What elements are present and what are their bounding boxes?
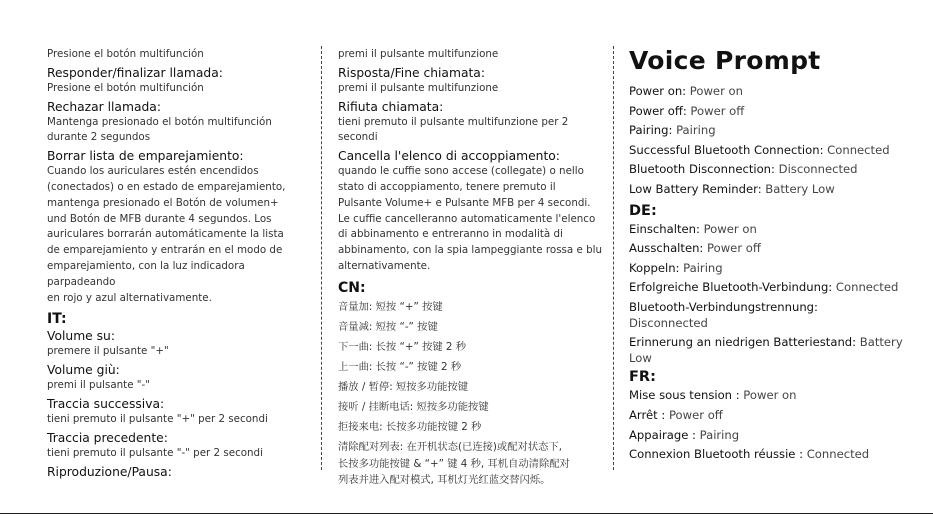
prompt-key: Erfolgreiche Bluetooth-Verbindung: [629, 280, 833, 295]
prompt-value: Connected [823, 142, 890, 157]
prompt-value: Disconnected [774, 162, 858, 177]
item-body-line: Presione el botón multifunción [47, 48, 204, 60]
prompt-value: Power on [686, 84, 743, 98]
prompt-key: Mise sous tension : [629, 388, 740, 403]
prompt-row [629, 426, 919, 446]
en-prompts [629, 82, 919, 200]
column-divider-1 [321, 46, 322, 470]
es-item [47, 148, 309, 306]
prompt-key: Erinnerung an niedrigen Batteriestand: [629, 335, 857, 350]
item-heading: Riproduzione/Pausa: [47, 464, 172, 479]
it-item [47, 362, 309, 394]
cn-line: 拒接来电: 长按多功能按键 2 秒 [338, 420, 482, 433]
fr-prompts [629, 386, 919, 464]
column-spanish-italian [47, 47, 309, 480]
prompt-key: Low Battery Reminder: [629, 181, 762, 196]
es-items [47, 65, 309, 307]
prompt-key: Successful Bluetooth Connection: [629, 142, 824, 157]
item-body-line: auriculares borrarán automáticamente la lista [47, 228, 284, 241]
cn-clear-pairing [338, 437, 603, 489]
prompt-key: Bluetooth-Verbindungstrennung: [629, 299, 818, 314]
prompt-key: Pairing: [629, 123, 673, 138]
item-heading: Traccia precedente: [47, 430, 168, 445]
item-body-line: de emparejamiento y entrarán en el modo de [47, 244, 283, 257]
prompt-row [629, 141, 919, 161]
it-item [47, 430, 309, 462]
item-body-line: tieni premuto il pulsante multifunzione per 2 secondi [338, 115, 569, 144]
cn-line: 接听 / 挂断电话: 短按多功能按键 [338, 400, 489, 413]
prompt-value: Power on [739, 388, 797, 403]
item-heading: Volume giù: [47, 363, 120, 378]
item-body-line: (conectados) o en estado de emparejamiento, [47, 180, 286, 193]
item-body-line: Le cuffie cancelleranno automaticamente l'elenco [338, 212, 596, 225]
column-voice-prompt [629, 47, 919, 465]
cn-clear-line: 清除配对列表: 在开机状态(已连接)或配对状态下, [338, 440, 562, 453]
prompt-value: Power on [699, 221, 757, 236]
item-body-line: premi il pulsante multifunzione [338, 81, 499, 94]
item-body-line: premi il pulsante "-" [47, 379, 150, 392]
prompt-key: Bluetooth Disconnection: [629, 162, 775, 177]
item-body-line: alternativamente. [338, 259, 431, 272]
prompt-value: Disconnected [629, 315, 708, 330]
prompt-value: Pairing [672, 123, 716, 138]
item-body-line: und Botón de MFB durante 4 segundos. Los [47, 212, 272, 225]
prompt-row [629, 121, 919, 141]
item-heading: Volume su: [47, 329, 115, 344]
it-item [338, 65, 603, 97]
it-item [47, 328, 309, 360]
cn-clear-line: 长按多功能按键 & “+” 键 4 秒, 耳机自动清除配对 [338, 457, 570, 470]
prompt-value: Pairing [695, 427, 740, 442]
prompt-row [629, 180, 919, 200]
prompt-value: Battery Low [629, 335, 903, 365]
cn-clear-line: 列表并进入配对模式, 耳机灯光红蓝交替闪烁。 [338, 473, 551, 486]
prompt-key: Einschalten: [629, 221, 700, 236]
item-body-line: tieni premuto il pulsante "-" per 2 secondi [47, 446, 263, 459]
item-heading: Traccia successiva: [47, 396, 165, 411]
prompt-row [629, 82, 919, 102]
page-title: Voice Prompt [629, 46, 821, 75]
it-item [338, 148, 603, 275]
prompt-row [629, 239, 919, 259]
item-body-line: tieni premuto il pulsante "+" per 2 secondi [47, 412, 268, 425]
cn-line: 音量减: 短按 “-” 按键 [338, 320, 438, 333]
item-body-line: durante 2 segundos [47, 131, 151, 144]
item-body-line: abbinamento, con la spia lampeggiante rossa e blu [338, 244, 603, 257]
prompt-row [629, 406, 919, 426]
item-body-line: mantenga presionado el Botón de volumen+ [47, 196, 279, 209]
es-play-pause-body [47, 47, 309, 63]
cn-line: 上一曲: 长按 “-” 按键 2 秒 [338, 360, 462, 373]
prompt-row [629, 278, 919, 298]
item-heading: Rifiuta chiamata: [338, 99, 444, 114]
prompt-value: Power off [686, 103, 745, 118]
prompt-row [629, 300, 919, 331]
prompt-key: Arrêt : [629, 407, 666, 422]
item-body-line: premi il pulsante multifunzione [338, 48, 499, 60]
prompt-row [629, 335, 919, 366]
prompt-value: Battery Low [761, 181, 835, 196]
prompt-key: Power off: [629, 103, 687, 118]
item-body-line: di abbinamento e entreranno in modalità di [338, 228, 563, 241]
item-heading: Responder/finalizar llamada: [47, 65, 223, 80]
item-body-line: quando le cuffie sono accese (collegate) o nello [338, 165, 584, 178]
es-item [47, 99, 309, 147]
item-body-line: stato di accoppiamento, tenere premuto il [338, 180, 556, 193]
prompt-row [629, 259, 919, 279]
prompt-row [629, 102, 919, 122]
it-call-items [338, 65, 603, 275]
item-body-line: emparejamiento, con la luz indicadora parpadeando [47, 259, 245, 288]
item-body-line: en rojo y azul alternativamente. [47, 291, 212, 304]
it-item [338, 99, 603, 147]
item-body-line: Cuando los auriculares estén encendidos [47, 165, 259, 178]
page-bottom-rule [0, 513, 933, 514]
cn-line: 下一曲: 长按 “+” 按键 2 秒 [338, 340, 467, 353]
prompt-key: Appairage : [629, 427, 696, 442]
section-heading-it: IT: [47, 311, 67, 328]
cn-line: 播放 / 暂停: 短按多功能按键 [338, 380, 469, 393]
de-prompts [629, 220, 919, 367]
prompt-value: Connected [803, 447, 870, 462]
section-heading-de: DE: [629, 202, 657, 219]
prompt-value: Connected [832, 280, 899, 295]
item-body-line: premere il pulsante "+" [47, 345, 169, 358]
prompt-row [629, 386, 919, 406]
prompt-row [629, 160, 919, 180]
prompt-key: Power on: [629, 84, 687, 98]
prompt-value: Power off [665, 407, 723, 422]
column-divider-2 [613, 46, 614, 470]
es-item [47, 65, 309, 97]
item-heading: Cancella l'elenco di accoppiamento: [338, 149, 560, 164]
item-heading: Borrar lista de emparejamiento: [47, 149, 244, 164]
item-heading: Risposta/Fine chiamata: [338, 65, 485, 80]
column-italian-chinese [338, 47, 603, 488]
prompt-value: Pairing [679, 260, 723, 275]
prompt-key: Connexion Bluetooth réussie : [629, 447, 804, 462]
prompt-row [629, 445, 919, 465]
item-body-line: Pulsante Volume+ e Pulsante MFB per 4 secondi. [338, 196, 591, 209]
prompt-value: Power off [703, 241, 761, 256]
prompt-key: Koppeln: [629, 260, 680, 275]
prompt-row [629, 220, 919, 240]
it-item [47, 464, 309, 480]
item-body-line: Mantenga presionado el botón multifunción [47, 115, 272, 128]
cn-lines [338, 297, 603, 437]
section-heading-fr: FR: [629, 369, 656, 386]
item-body-line: Presione el botón multifunción [47, 81, 204, 94]
section-heading-cn: CN: [338, 279, 366, 296]
it-play-pause-body [338, 47, 603, 63]
it-items [47, 328, 309, 479]
cn-line: 音量加: 短按 “+” 按键 [338, 300, 443, 313]
prompt-key: Ausschalten: [629, 241, 704, 256]
item-heading: Rechazar llamada: [47, 99, 161, 114]
it-item [47, 396, 309, 428]
